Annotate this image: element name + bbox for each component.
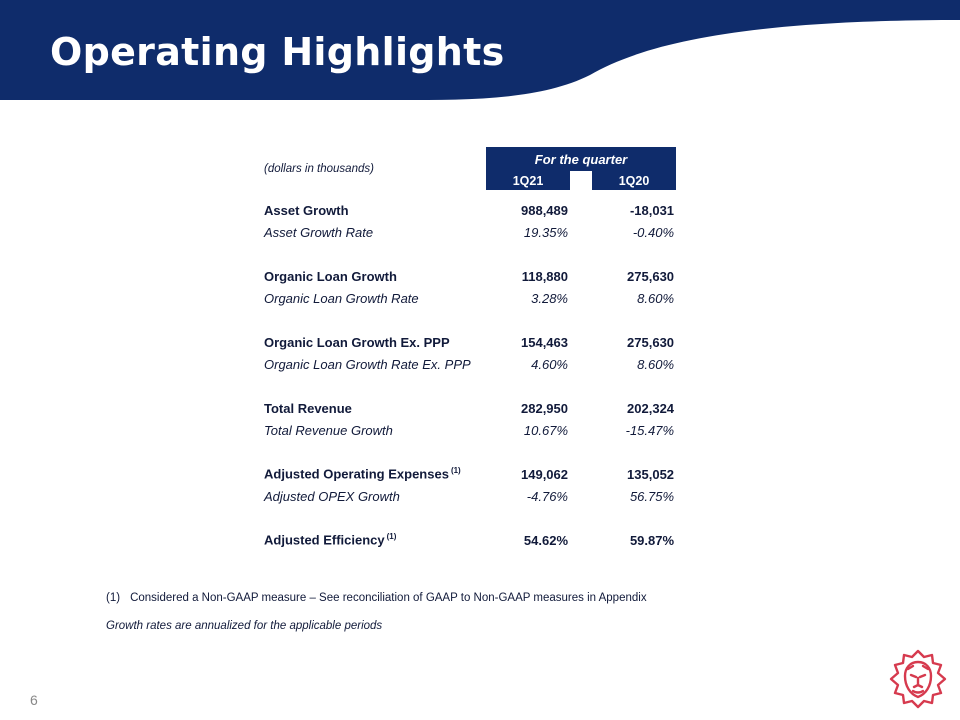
column-header-1q21: 1Q21 [486,171,570,190]
row-label [262,463,486,485]
footnote-marker: (1) [450,466,461,476]
row-label: Asset Growth [264,202,349,218]
row-value-1q20: 275,630 [627,268,675,284]
row-value-1q21: 4.60% [531,356,568,372]
header-gap [570,171,592,190]
page-title: Operating Highlights [50,30,505,74]
operating-highlights-table [262,147,676,551]
row-value-1q21: 282,950 [521,400,568,416]
row-value-1q21: 54.62% [523,532,568,548]
footnote-text: Considered a Non-GAAP measure – See reconciliation of GAAP to Non-GAAP measures in Appendix [130,592,647,604]
row-value-1q20: -15.47% [625,422,675,438]
row-value-1q21: 10.67% [523,422,568,438]
row-label: Organic Loan Growth Ex. PPP [264,334,450,350]
table-row [262,331,676,353]
row-label: Organic Loan Growth Rate Ex. PPP [264,356,471,372]
row-value-1q21: 154,463 [521,334,568,350]
table-row [262,221,676,243]
row-value-1q20: 8.60% [637,356,675,372]
table-row [262,397,676,419]
row-value-1q21: -4.76% [526,488,568,504]
footnote-marker: (1) [386,532,397,542]
table-row [262,419,676,441]
page-number: 6 [30,692,38,708]
table-row [262,199,676,221]
row-label: Adjusted OPEX Growth [264,488,400,504]
units-label: (dollars in thousands) [264,162,374,175]
footnote-number: (1) [106,592,121,604]
table-row [262,463,676,485]
lion-logo-icon [888,648,948,710]
row-label: Asset Growth Rate [264,224,374,240]
table-row [262,529,676,551]
row-value-1q20: 135,052 [627,466,675,482]
column-header-1q20: 1Q20 [592,171,676,190]
row-value-1q20: 56.75% [629,488,675,504]
table-row [262,485,676,507]
row-value-1q21: 988,489 [521,202,568,218]
table-row [262,353,676,375]
row-label-text: Adjusted Efficiency [264,532,385,548]
row-value-1q20: 59.87% [629,532,675,548]
table-row [262,265,676,287]
row-value-1q20: 202,324 [627,400,675,416]
row-label-text: Adjusted Operating Expenses [264,466,449,482]
row-label: Total Revenue Growth [264,422,393,438]
row-label: Total Revenue [264,400,352,416]
period-header: For the quarter [486,147,676,171]
table-row [262,287,676,309]
row-value-1q20: -0.40% [632,224,675,240]
row-label: Organic Loan Growth Rate [264,290,419,306]
row-value-1q20: -18,031 [629,202,675,218]
row-value-1q21: 149,062 [521,466,568,482]
row-label: Organic Loan Growth [264,268,397,284]
row-value-1q21: 3.28% [531,290,568,306]
row-value-1q20: 275,630 [627,334,675,350]
row-value-1q21: 19.35% [523,224,568,240]
growth-rate-note: Growth rates are annualized for the applicable periods [106,620,383,632]
row-value-1q20: 8.60% [637,290,675,306]
row-value-1q21: 118,880 [521,268,568,284]
footnote [106,592,647,604]
row-label [262,529,486,551]
